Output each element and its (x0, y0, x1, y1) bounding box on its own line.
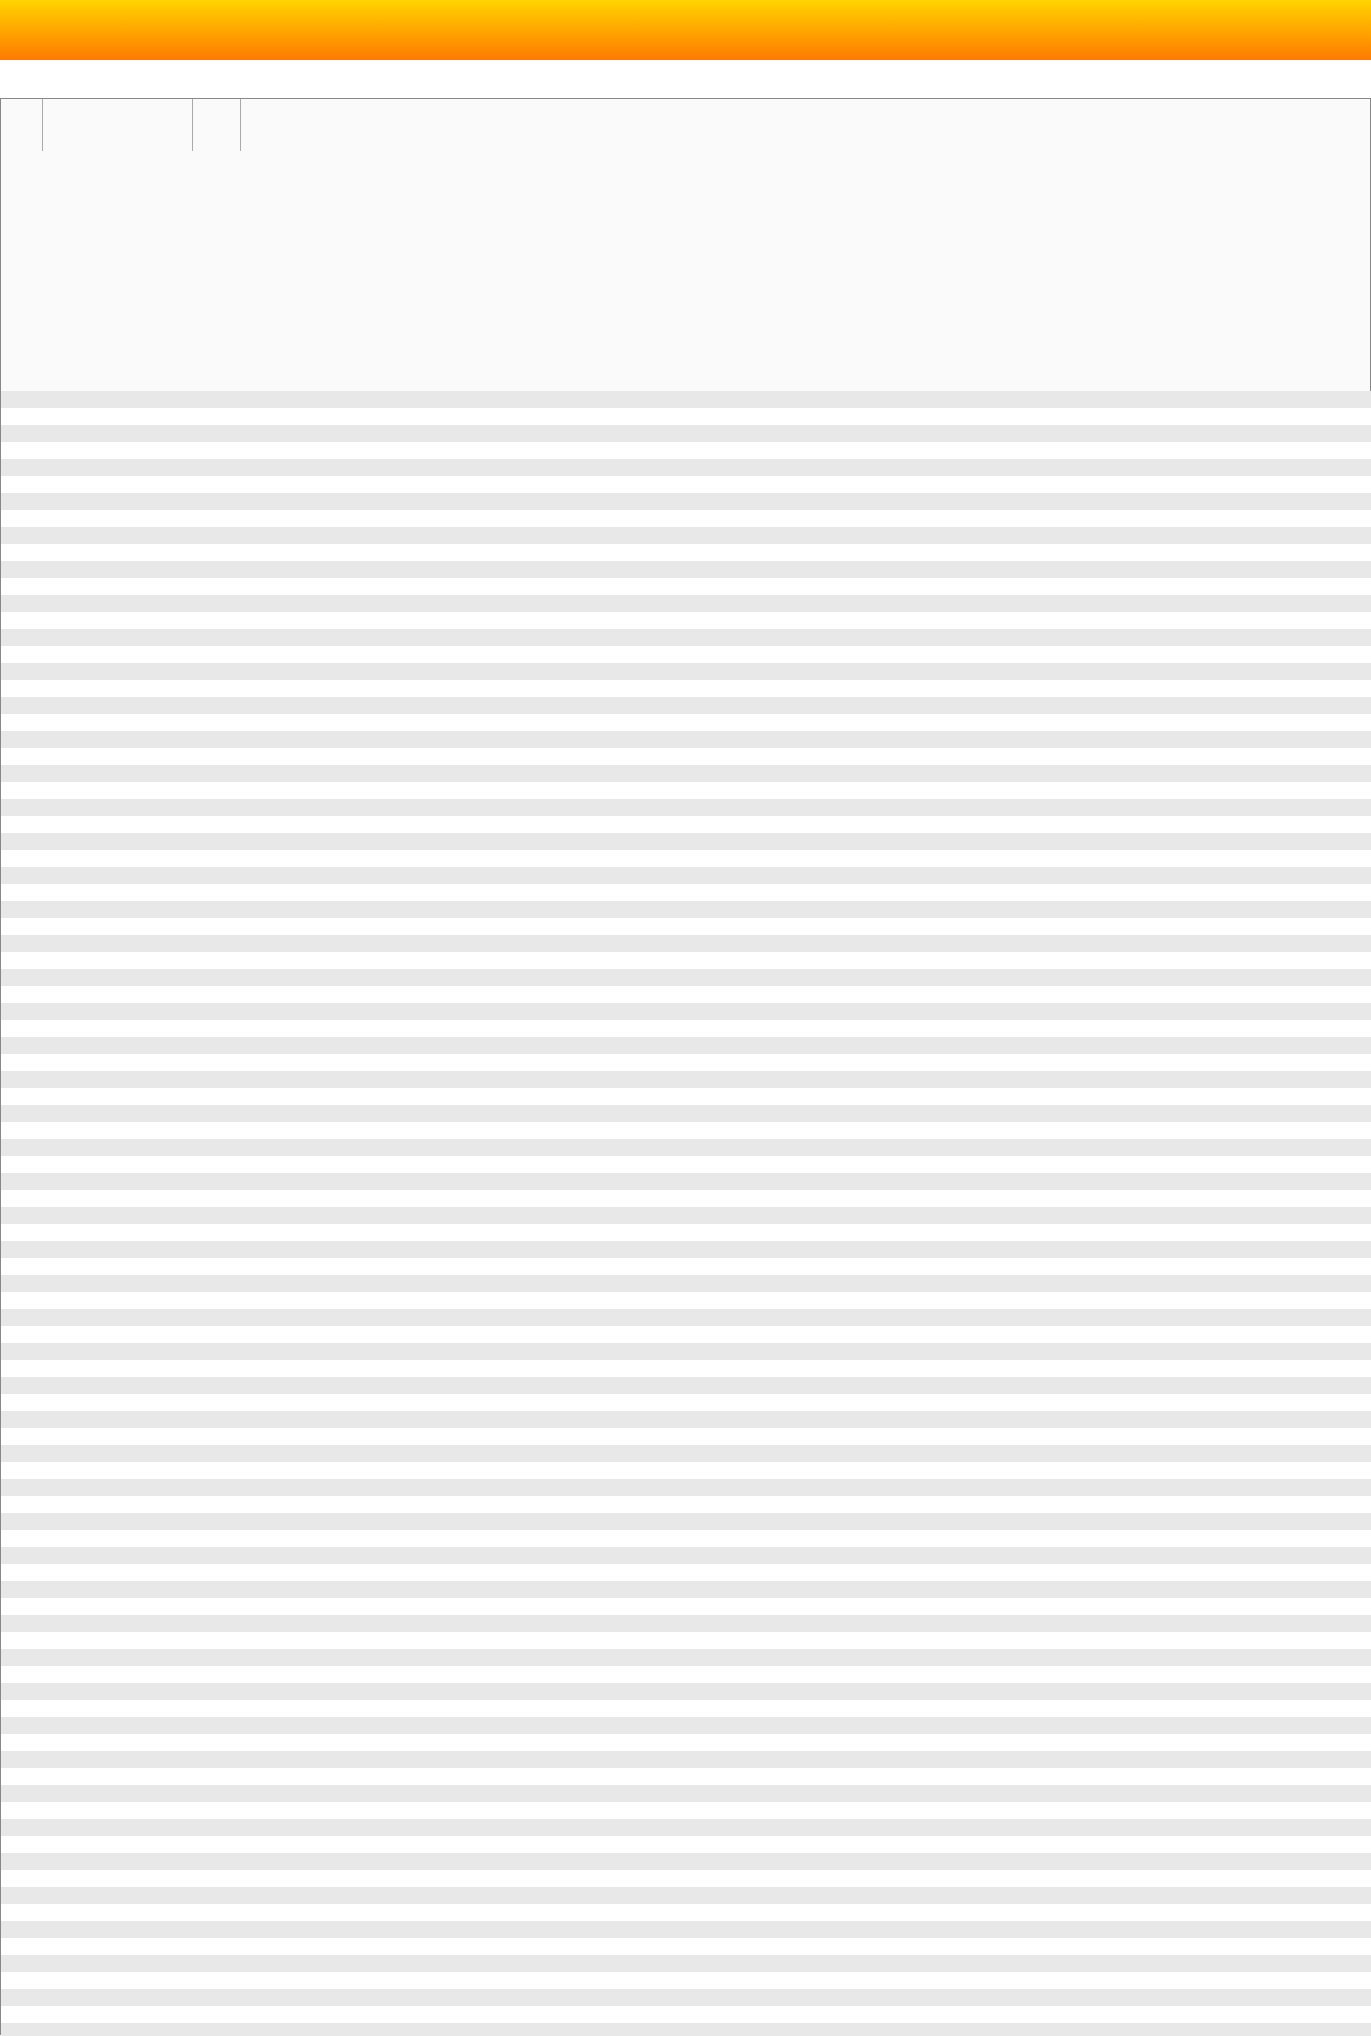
standings-table (0, 98, 1371, 2035)
date-time-header (43, 99, 193, 151)
tipp-header (1, 99, 43, 151)
heimsieg-label (1, 164, 201, 186)
unentschieden-label (1, 189, 201, 211)
punkte-label (1, 259, 201, 281)
tw-header (193, 99, 241, 151)
page-banner (0, 0, 1371, 60)
player-rows-area (1, 391, 1371, 2036)
auswaertssieg-label (1, 214, 201, 236)
